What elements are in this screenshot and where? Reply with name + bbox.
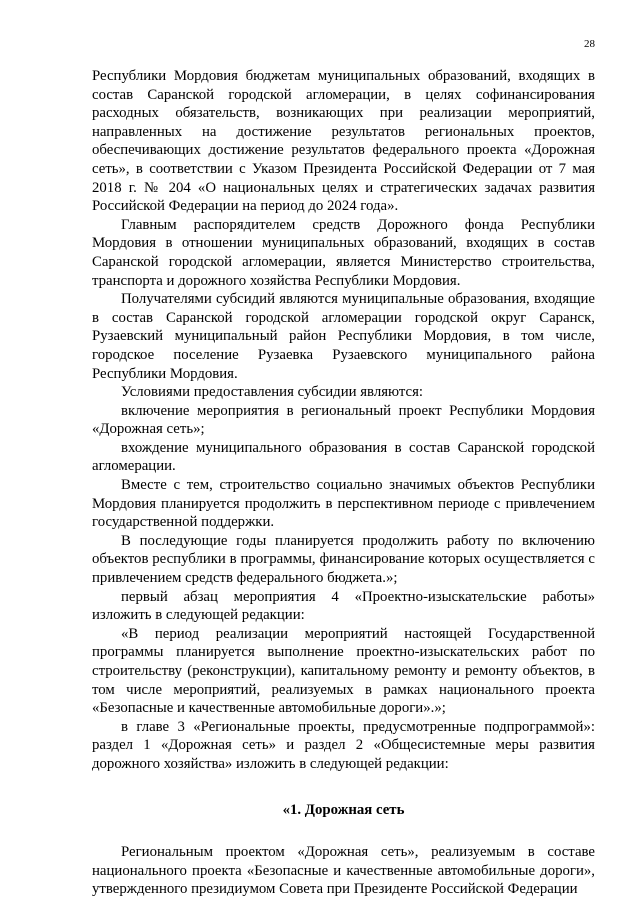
body-paragraph: Главным распорядителем средств Дорожного фонда Республики Мордовия в отношении муниципальных образований, входящих в состав Саранской городской агломерации, является Министерство строительства, транспорта и дорожного хозяйства Республики Мордовия. xyxy=(92,216,595,289)
body-paragraph: Республики Мордовия бюджетам муниципальных образований, входящих в состав Саранской городской агломерации, в целях софинансирования расходных обязательств, возникающих при реализации мероприятий, направленных на достижение результатов региональных проектов, обеспечивающих достижение результатов федерального проекта «Дорожная сеть», в соответствии с Указом Президента Российской Федерации от 7 мая 2018 г. № 204 «О национальных целях и стратегических задачах развития Российской Федерации на период до 2024 года». xyxy=(92,68,595,215)
body-paragraph: в главе 3 «Региональные проекты, предусмотренные подпрограммой»: раздел 1 «Дорожная сеть» и раздел 2 «Общесистемные меры развития дорожного хозяйства» изложить в следующей редакции: xyxy=(92,718,595,772)
paragraphs-before-heading xyxy=(92,67,595,774)
body-paragraph: Региональным проектом «Дорожная сеть», реализуемым в составе национального проекта «Безопасные и качественные автомобильные дороги», утвержденного президиумом Совета при Президенте Российской Федерации xyxy=(92,844,595,898)
body-paragraph: включение мероприятия в региональный проект Республики Мордовия «Дорожная сеть»; xyxy=(92,402,595,438)
body-paragraph: «В период реализации мероприятий настоящей Государственной программы планируется выполнение проектно-изыскательских работ по строительству (реконструкции), капитальному ремонту и ремонту объектов, в том числе мероприятий, реализуемых в рамках национального проекта «Безопасные и качественные автомобильные дороги».»; xyxy=(92,625,595,717)
body-paragraph: Вместе с тем, строительство социально значимых объектов Республики Мордовия планируется продолжить в перспективном периоде с привлечением государственной поддержки. xyxy=(92,477,595,531)
body-paragraph: вхождение муниципального образования в состав Саранской городской агломерации. xyxy=(92,439,595,475)
body-paragraph: Условиями предоставления субсидии являются: xyxy=(121,384,424,401)
body-paragraph: В последующие годы планируется продолжить работу по включению объектов республики в программы, финансирование которых осуществляется с привлечением средств федерального бюджета.»; xyxy=(92,532,595,587)
document-body xyxy=(92,67,595,899)
body-paragraph: Получателями субсидий являются муниципальные образования, входящие в состав Саранской городской агломерации городской округ Саранск, Рузаевский муниципальный район Республики Мордовия, в том числе, городское поселение Рузаевка Рузаевского муниципального района Республики Мордовия. xyxy=(92,291,595,382)
body-paragraph: первый абзац мероприятия 4 «Проектно-изыскательские работы» изложить в следующей редакции: xyxy=(92,588,595,624)
paragraphs-after-heading xyxy=(92,843,595,899)
section-heading: «1. Дорожная сеть xyxy=(282,801,405,818)
page-number: 28 xyxy=(584,38,595,50)
